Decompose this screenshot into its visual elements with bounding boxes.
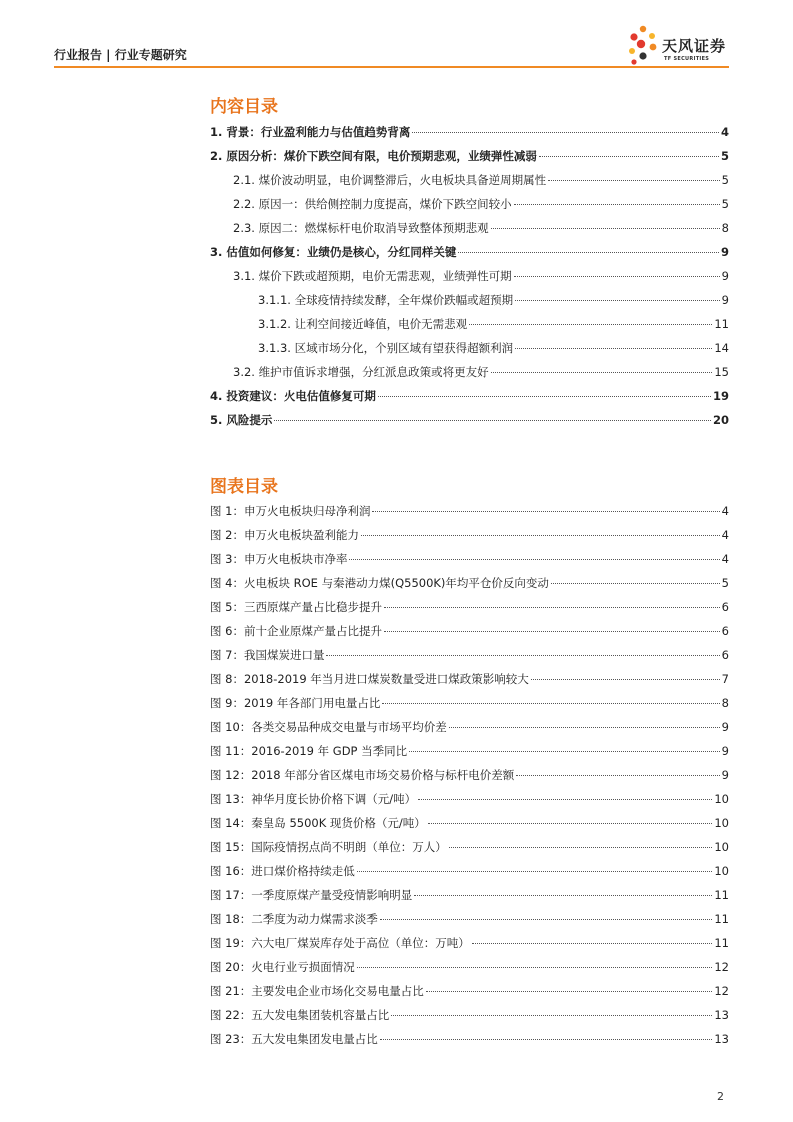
figure-entry[interactable] bbox=[210, 671, 729, 687]
entry-title: 2.1. 煤价波动明显，电价调整滞后，火电板块具备逆周期属性 bbox=[233, 173, 547, 187]
dot-leader bbox=[551, 583, 720, 584]
entry-page-number: 6 bbox=[721, 600, 729, 614]
dot-leader bbox=[515, 348, 712, 349]
entry-page-number: 10 bbox=[714, 864, 729, 878]
entry-title: 图 23：五大发电集团发电量占比 bbox=[210, 1032, 378, 1046]
dot-leader bbox=[449, 847, 713, 848]
entry-page-number: 11 bbox=[714, 888, 729, 902]
page-number: 2 bbox=[717, 1090, 724, 1103]
toc-entry[interactable] bbox=[233, 220, 729, 236]
entry-title: 图 18：二季度为动力煤需求淡季 bbox=[210, 912, 378, 926]
dot-leader bbox=[426, 991, 713, 992]
dot-leader bbox=[414, 895, 712, 896]
dot-leader bbox=[391, 1015, 712, 1016]
toc-entry[interactable] bbox=[258, 316, 729, 332]
dot-leader bbox=[384, 607, 720, 608]
entry-title: 图 15：国际疫情拐点尚不明朗（单位：万人） bbox=[210, 840, 447, 854]
entry-page-number: 11 bbox=[714, 912, 729, 926]
entry-page-number: 20 bbox=[712, 413, 729, 427]
figure-entry[interactable] bbox=[210, 887, 729, 903]
entry-title: 图 8：2018-2019 年当月进口煤炭数量受进口煤政策影响较大 bbox=[210, 672, 529, 686]
entry-title: 3.1.3. 区域市场分化，个别区域有望获得超额利润 bbox=[258, 341, 514, 355]
dot-leader bbox=[514, 204, 720, 205]
entry-page-number: 10 bbox=[714, 816, 729, 830]
dot-leader bbox=[428, 823, 713, 824]
entry-page-number: 5 bbox=[721, 173, 729, 187]
entry-title: 图 5：三西原煤产量占比稳步提升 bbox=[210, 600, 382, 614]
dot-leader bbox=[380, 1039, 713, 1040]
dot-leader bbox=[539, 156, 719, 157]
toc-title: 内容目录 bbox=[210, 97, 278, 117]
toc-entry[interactable] bbox=[233, 268, 729, 284]
entry-title: 3.1.2. 让利空间接近峰值，电价无需悲观 bbox=[258, 317, 468, 331]
entry-title: 1. 背景：行业盈利能力与估值趋势背离 bbox=[210, 125, 411, 139]
dot-leader bbox=[469, 324, 712, 325]
toc-entry[interactable] bbox=[258, 292, 729, 308]
dot-leader bbox=[418, 799, 712, 800]
entry-title: 图 16：进口煤价格持续走低 bbox=[210, 864, 355, 878]
entry-page-number: 13 bbox=[714, 1008, 729, 1022]
dot-leader bbox=[515, 300, 720, 301]
figure-entry[interactable] bbox=[210, 599, 729, 615]
entry-title: 图 17：一季度原煤产量受疫情影响明显 bbox=[210, 888, 413, 902]
entry-title: 图 2：申万火电板块盈利能力 bbox=[210, 528, 359, 542]
dot-leader bbox=[380, 919, 713, 920]
entry-title: 5. 风险提示 bbox=[210, 413, 273, 427]
figure-entry[interactable] bbox=[210, 695, 729, 711]
figure-entry[interactable] bbox=[210, 527, 729, 543]
dot-leader bbox=[349, 559, 719, 560]
dot-leader bbox=[412, 132, 719, 133]
logo-mark-icon bbox=[626, 24, 660, 66]
entry-title: 3.2. 维护市值诉求增强，分红派息政策或将更友好 bbox=[233, 365, 489, 379]
entry-title: 图 21：主要发电企业市场化交易电量占比 bbox=[210, 984, 424, 998]
entry-page-number: 9 bbox=[721, 768, 729, 782]
entry-title: 图 6：前十企业原煤产量占比提升 bbox=[210, 624, 382, 638]
figure-entry[interactable] bbox=[210, 551, 729, 567]
entry-title: 图 14：秦皇岛 5500K 现货价格（元/吨） bbox=[210, 816, 426, 830]
entry-title: 图 22：五大发电集团装机容量占比 bbox=[210, 1008, 390, 1022]
entry-title: 图 12：2018 年部分省区煤电市场交易价格与标杆电价差额 bbox=[210, 768, 515, 782]
dot-leader bbox=[449, 727, 720, 728]
dot-leader bbox=[531, 679, 720, 680]
entry-page-number: 9 bbox=[721, 269, 729, 283]
figure-entry[interactable] bbox=[210, 959, 729, 975]
dot-leader bbox=[472, 943, 713, 944]
dot-leader bbox=[458, 252, 719, 253]
dot-leader bbox=[326, 655, 719, 656]
entry-title: 3.1. 煤价下跌或超预期，电价无需悲观，业绩弹性可期 bbox=[233, 269, 512, 283]
header-divider bbox=[54, 66, 729, 68]
entry-page-number: 10 bbox=[714, 840, 729, 854]
entry-page-number: 6 bbox=[721, 624, 729, 638]
dot-leader bbox=[548, 180, 720, 181]
entry-title: 4. 投资建议：火电估值修复可期 bbox=[210, 389, 376, 403]
toc-entry[interactable] bbox=[233, 196, 729, 212]
dot-leader bbox=[382, 703, 719, 704]
toc-entry[interactable] bbox=[210, 412, 729, 428]
toc-entry[interactable] bbox=[210, 244, 729, 260]
entry-title: 3. 估值如何修复：业绩仍是核心，分红同样关键 bbox=[210, 245, 457, 259]
entry-title: 3.1.1. 全球疫情持续发酵，全年煤价跌幅或超预期 bbox=[258, 293, 514, 307]
figure-entry[interactable] bbox=[210, 719, 729, 735]
toc-entry[interactable] bbox=[210, 148, 729, 164]
entry-title: 图 13：神华月度长协价格下调（元/吨） bbox=[210, 792, 417, 806]
entry-page-number: 4 bbox=[721, 552, 729, 566]
dot-leader bbox=[409, 751, 720, 752]
entry-page-number: 12 bbox=[714, 960, 729, 974]
figure-entry[interactable] bbox=[210, 791, 729, 807]
entry-page-number: 9 bbox=[721, 720, 729, 734]
entry-page-number: 9 bbox=[720, 245, 729, 259]
entry-page-number: 5 bbox=[721, 197, 729, 211]
toc-entry[interactable] bbox=[210, 124, 729, 140]
report-header-label: 行业报告 | 行业专题研究 bbox=[54, 48, 187, 62]
entry-page-number: 11 bbox=[714, 936, 729, 950]
entry-page-number: 9 bbox=[721, 293, 729, 307]
figure-entry[interactable] bbox=[210, 767, 729, 783]
dot-leader bbox=[378, 396, 711, 397]
entry-page-number: 4 bbox=[721, 504, 729, 518]
toc-entry[interactable] bbox=[233, 364, 729, 380]
figure-entry[interactable] bbox=[210, 503, 729, 519]
entry-page-number: 9 bbox=[721, 744, 729, 758]
figure-entry[interactable] bbox=[210, 623, 729, 639]
dot-leader bbox=[491, 372, 713, 373]
dot-leader bbox=[361, 535, 720, 536]
logo-cn-text: 天风证券 bbox=[662, 37, 727, 55]
entry-page-number: 14 bbox=[714, 341, 729, 355]
figure-entry[interactable] bbox=[210, 935, 729, 951]
figure-entry[interactable] bbox=[210, 1031, 729, 1047]
entry-page-number: 10 bbox=[714, 792, 729, 806]
entry-title: 图 4：火电板块 ROE 与秦港动力煤(Q5500K)年均平仓价反向变动 bbox=[210, 576, 549, 590]
dot-leader bbox=[357, 871, 713, 872]
dot-leader bbox=[274, 420, 711, 421]
dot-leader bbox=[372, 511, 719, 512]
figure-entry[interactable] bbox=[210, 647, 729, 663]
entry-page-number: 4 bbox=[721, 528, 729, 542]
entry-title: 图 11：2016-2019 年 GDP 当季同比 bbox=[210, 744, 408, 758]
entry-page-number: 5 bbox=[721, 576, 729, 590]
toc-entry[interactable] bbox=[258, 340, 729, 356]
entry-title: 图 9：2019 年各部门用电量占比 bbox=[210, 696, 381, 710]
entry-page-number: 6 bbox=[721, 648, 729, 662]
entry-page-number: 5 bbox=[720, 149, 729, 163]
figure-entry[interactable] bbox=[210, 743, 729, 759]
entry-page-number: 15 bbox=[714, 365, 729, 379]
entry-page-number: 12 bbox=[714, 984, 729, 998]
entry-title: 图 19：六大电厂煤炭库存处于高位（单位：万吨） bbox=[210, 936, 470, 950]
figure-entry[interactable] bbox=[210, 815, 729, 831]
logo-en-text: TF SECURITIES bbox=[664, 56, 710, 62]
dot-leader bbox=[516, 775, 719, 776]
toc-entry[interactable] bbox=[210, 388, 729, 404]
entry-page-number: 4 bbox=[720, 125, 729, 139]
entry-page-number: 19 bbox=[712, 389, 729, 403]
entry-title: 图 1：申万火电板块归母净利润 bbox=[210, 504, 371, 518]
toc-entry[interactable] bbox=[233, 172, 729, 188]
figure-entry[interactable] bbox=[210, 1007, 729, 1023]
dot-leader bbox=[384, 631, 720, 632]
figure-entry[interactable] bbox=[210, 839, 729, 855]
dot-leader bbox=[491, 228, 720, 229]
entry-title: 图 10：各类交易品种成交电量与市场平均价差 bbox=[210, 720, 447, 734]
entry-title: 2. 原因分析：煤价下跌空间有限，电价预期悲观，业绩弹性减弱 bbox=[210, 149, 537, 163]
figures-title: 图表目录 bbox=[210, 477, 278, 497]
tf-securities-logo bbox=[626, 22, 736, 66]
entry-page-number: 13 bbox=[714, 1032, 729, 1046]
dot-leader bbox=[357, 967, 713, 968]
entry-title: 图 20：火电行业亏损面情况 bbox=[210, 960, 355, 974]
entry-page-number: 7 bbox=[721, 672, 729, 686]
entry-title: 2.3. 原因二：燃煤标杆电价取消导致整体预期悲观 bbox=[233, 221, 489, 235]
dot-leader bbox=[514, 276, 720, 277]
figure-entry[interactable] bbox=[210, 863, 729, 879]
figure-entry[interactable] bbox=[210, 575, 729, 591]
figure-entry[interactable] bbox=[210, 911, 729, 927]
entry-page-number: 11 bbox=[714, 317, 729, 331]
entry-page-number: 8 bbox=[721, 221, 729, 235]
entry-title: 图 3：申万火电板块市净率 bbox=[210, 552, 348, 566]
entry-title: 图 7：我国煤炭进口量 bbox=[210, 648, 325, 662]
figure-entry[interactable] bbox=[210, 983, 729, 999]
entry-page-number: 8 bbox=[721, 696, 729, 710]
entry-title: 2.2. 原因一：供给侧控制力度提高，煤价下跌空间较小 bbox=[233, 197, 512, 211]
